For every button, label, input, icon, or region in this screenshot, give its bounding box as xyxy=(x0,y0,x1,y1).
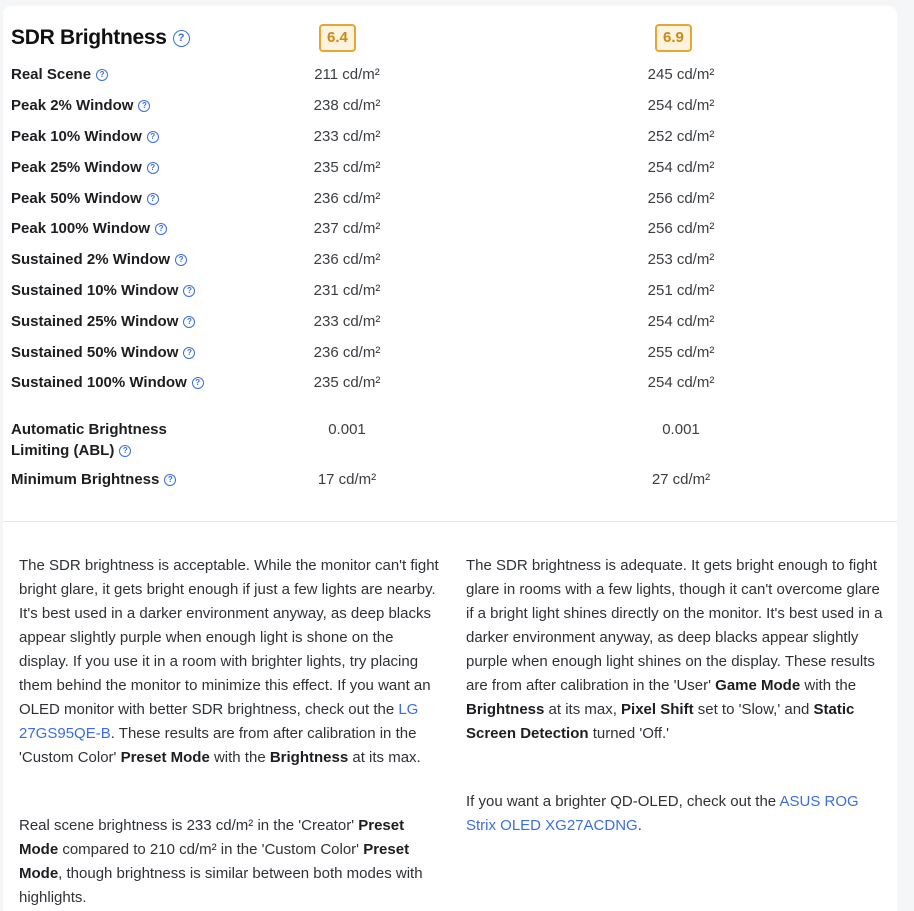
value-monitor-a: 17 cd/m² xyxy=(317,471,377,488)
value-monitor-a: 236 cd/m² xyxy=(313,251,381,268)
table-row xyxy=(11,188,891,212)
value-monitor-a: 0.001 xyxy=(328,421,366,438)
asus-rog-strix-link[interactable]: ASUS ROG Strix OLED XG27ACDNG xyxy=(466,793,859,834)
row-label xyxy=(11,372,251,393)
table-row xyxy=(11,218,891,242)
row-label xyxy=(11,95,221,116)
row-label xyxy=(11,249,251,270)
sdr-brightness-card xyxy=(3,6,897,522)
help-icon[interactable]: ? xyxy=(147,131,159,143)
table-row xyxy=(11,126,891,150)
score-badge-monitor-b: 6.9 xyxy=(655,24,692,52)
value-monitor-b: 254 cd/m² xyxy=(647,313,715,330)
help-icon[interactable]: ? xyxy=(164,474,176,486)
value-monitor-a: 233 cd/m² xyxy=(313,128,381,145)
help-icon[interactable]: ? xyxy=(155,223,167,235)
table-row xyxy=(11,249,891,273)
value-monitor-b: 255 cd/m² xyxy=(647,344,715,361)
lg-27gs95qe-b-link[interactable]: LG 27GS95QE-B xyxy=(19,701,419,742)
value-monitor-b: 245 cd/m² xyxy=(647,66,715,83)
row-label-text: Sustained 100% Window xyxy=(11,374,187,391)
help-icon[interactable]: ? xyxy=(175,254,187,266)
table-row xyxy=(11,419,891,463)
table-row xyxy=(11,469,891,493)
row-label-text: Peak 10% Window xyxy=(11,128,142,145)
value-monitor-b: 254 cd/m² xyxy=(647,97,715,114)
row-label-text: Peak 50% Window xyxy=(11,190,142,207)
row-label xyxy=(11,469,251,490)
value-monitor-a: 233 cd/m² xyxy=(313,313,381,330)
value-monitor-a: 238 cd/m² xyxy=(313,97,381,114)
row-label-text: Peak 25% Window xyxy=(11,159,142,176)
value-monitor-a: 236 cd/m² xyxy=(313,344,381,361)
help-icon[interactable]: ? xyxy=(138,100,150,112)
row-label xyxy=(11,188,221,209)
value-monitor-b: 252 cd/m² xyxy=(647,128,715,145)
value-monitor-a: 231 cd/m² xyxy=(313,282,381,299)
row-label xyxy=(11,157,221,178)
row-label-text: Sustained 10% Window xyxy=(11,282,179,299)
row-label-text: Peak 2% Window xyxy=(11,97,134,114)
value-monitor-a: 211 cd/m² xyxy=(314,66,380,83)
row-label-text: Automatic Brightness Limiting (ABL) xyxy=(11,421,167,459)
help-icon[interactable]: ? xyxy=(183,285,195,297)
section-title: SDR Brightness xyxy=(11,26,167,49)
right-paragraph-1: The SDR brightness is adequate. It gets bright enough to fight glare in rooms with a few lights, though it can't overcome glare if a bright light shines directly on the monitor. It's best used in a darker environment anyway, as deep blacks appear slightly purple when enough light shines on the display. These results are from after calibration in the 'User' Game Mode with the Brightness at its max, Pixel Shift set to 'Slow,' and Static Screen Detection turned 'Off.' xyxy=(466,557,883,742)
value-monitor-a: 236 cd/m² xyxy=(313,190,381,207)
row-label xyxy=(11,342,251,363)
table-row xyxy=(11,95,891,119)
row-label xyxy=(11,126,221,147)
table-row xyxy=(11,157,891,181)
row-label xyxy=(11,280,251,301)
table-row xyxy=(11,64,891,88)
row-label-text: Minimum Brightness xyxy=(11,471,160,488)
row-label xyxy=(11,311,251,332)
section-header xyxy=(11,24,190,52)
help-icon[interactable]: ? xyxy=(173,30,190,47)
value-monitor-a: 235 cd/m² xyxy=(313,374,381,391)
help-icon[interactable]: ? xyxy=(147,162,159,174)
value-monitor-b: 256 cd/m² xyxy=(647,220,715,237)
row-label-text: Real Scene xyxy=(11,66,92,83)
value-monitor-b: 27 cd/m² xyxy=(651,471,711,488)
row-label-text: Sustained 50% Window xyxy=(11,344,179,361)
table-row xyxy=(11,372,891,396)
row-label xyxy=(11,218,221,239)
row-label-text: Peak 100% Window xyxy=(11,220,151,237)
value-monitor-b: 0.001 xyxy=(662,421,700,438)
help-icon[interactable]: ? xyxy=(96,69,108,81)
value-monitor-b: 256 cd/m² xyxy=(647,190,715,207)
review-text-section xyxy=(3,522,897,911)
help-icon[interactable]: ? xyxy=(183,316,195,328)
score-badge-monitor-a: 6.4 xyxy=(319,24,356,52)
left-paragraph-1: The SDR brightness is acceptable. While the monitor can't fight bright glare, it gets bright enough if just a few lights are nearby. It's best used in a darker environment anyway, as deep blacks appear slightly purple when enough light is shone on the display. If you use it in a room with brighter lights, try placing them behind the monitor to minimize this effect. If you want an OLED monitor with better SDR brightness, check out the LG 27GS95QE-B. These results are from after calibration in the 'Custom Color' Preset Mode with the Brightness at its max. xyxy=(19,557,439,766)
table-row xyxy=(11,342,891,366)
help-icon[interactable]: ? xyxy=(119,445,131,457)
value-monitor-b: 251 cd/m² xyxy=(647,282,715,299)
row-label-text: Sustained 25% Window xyxy=(11,313,179,330)
table-row xyxy=(11,311,891,335)
value-monitor-b: 253 cd/m² xyxy=(647,251,715,268)
value-monitor-a: 237 cd/m² xyxy=(313,220,381,237)
help-icon[interactable]: ? xyxy=(183,347,195,359)
help-icon[interactable]: ? xyxy=(192,377,204,389)
table-row xyxy=(11,280,891,304)
value-monitor-a: 235 cd/m² xyxy=(313,159,381,176)
row-label-text: Sustained 2% Window xyxy=(11,251,171,268)
help-icon[interactable]: ? xyxy=(147,193,159,205)
right-paragraph-2: If you want a brighter QD-OLED, check out the ASUS ROG Strix OLED XG27ACDNG. xyxy=(466,793,859,834)
value-monitor-b: 254 cd/m² xyxy=(647,374,715,391)
row-label xyxy=(11,64,221,85)
value-monitor-b: 254 cd/m² xyxy=(647,159,715,176)
left-paragraph-2: Real scene brightness is 233 cd/m² in the 'Creator' Preset Mode compared to 210 cd/m² in the 'Custom Color' Preset Mode, though brightness is similar between both modes with highlights. xyxy=(19,817,423,906)
row-label xyxy=(11,419,201,461)
